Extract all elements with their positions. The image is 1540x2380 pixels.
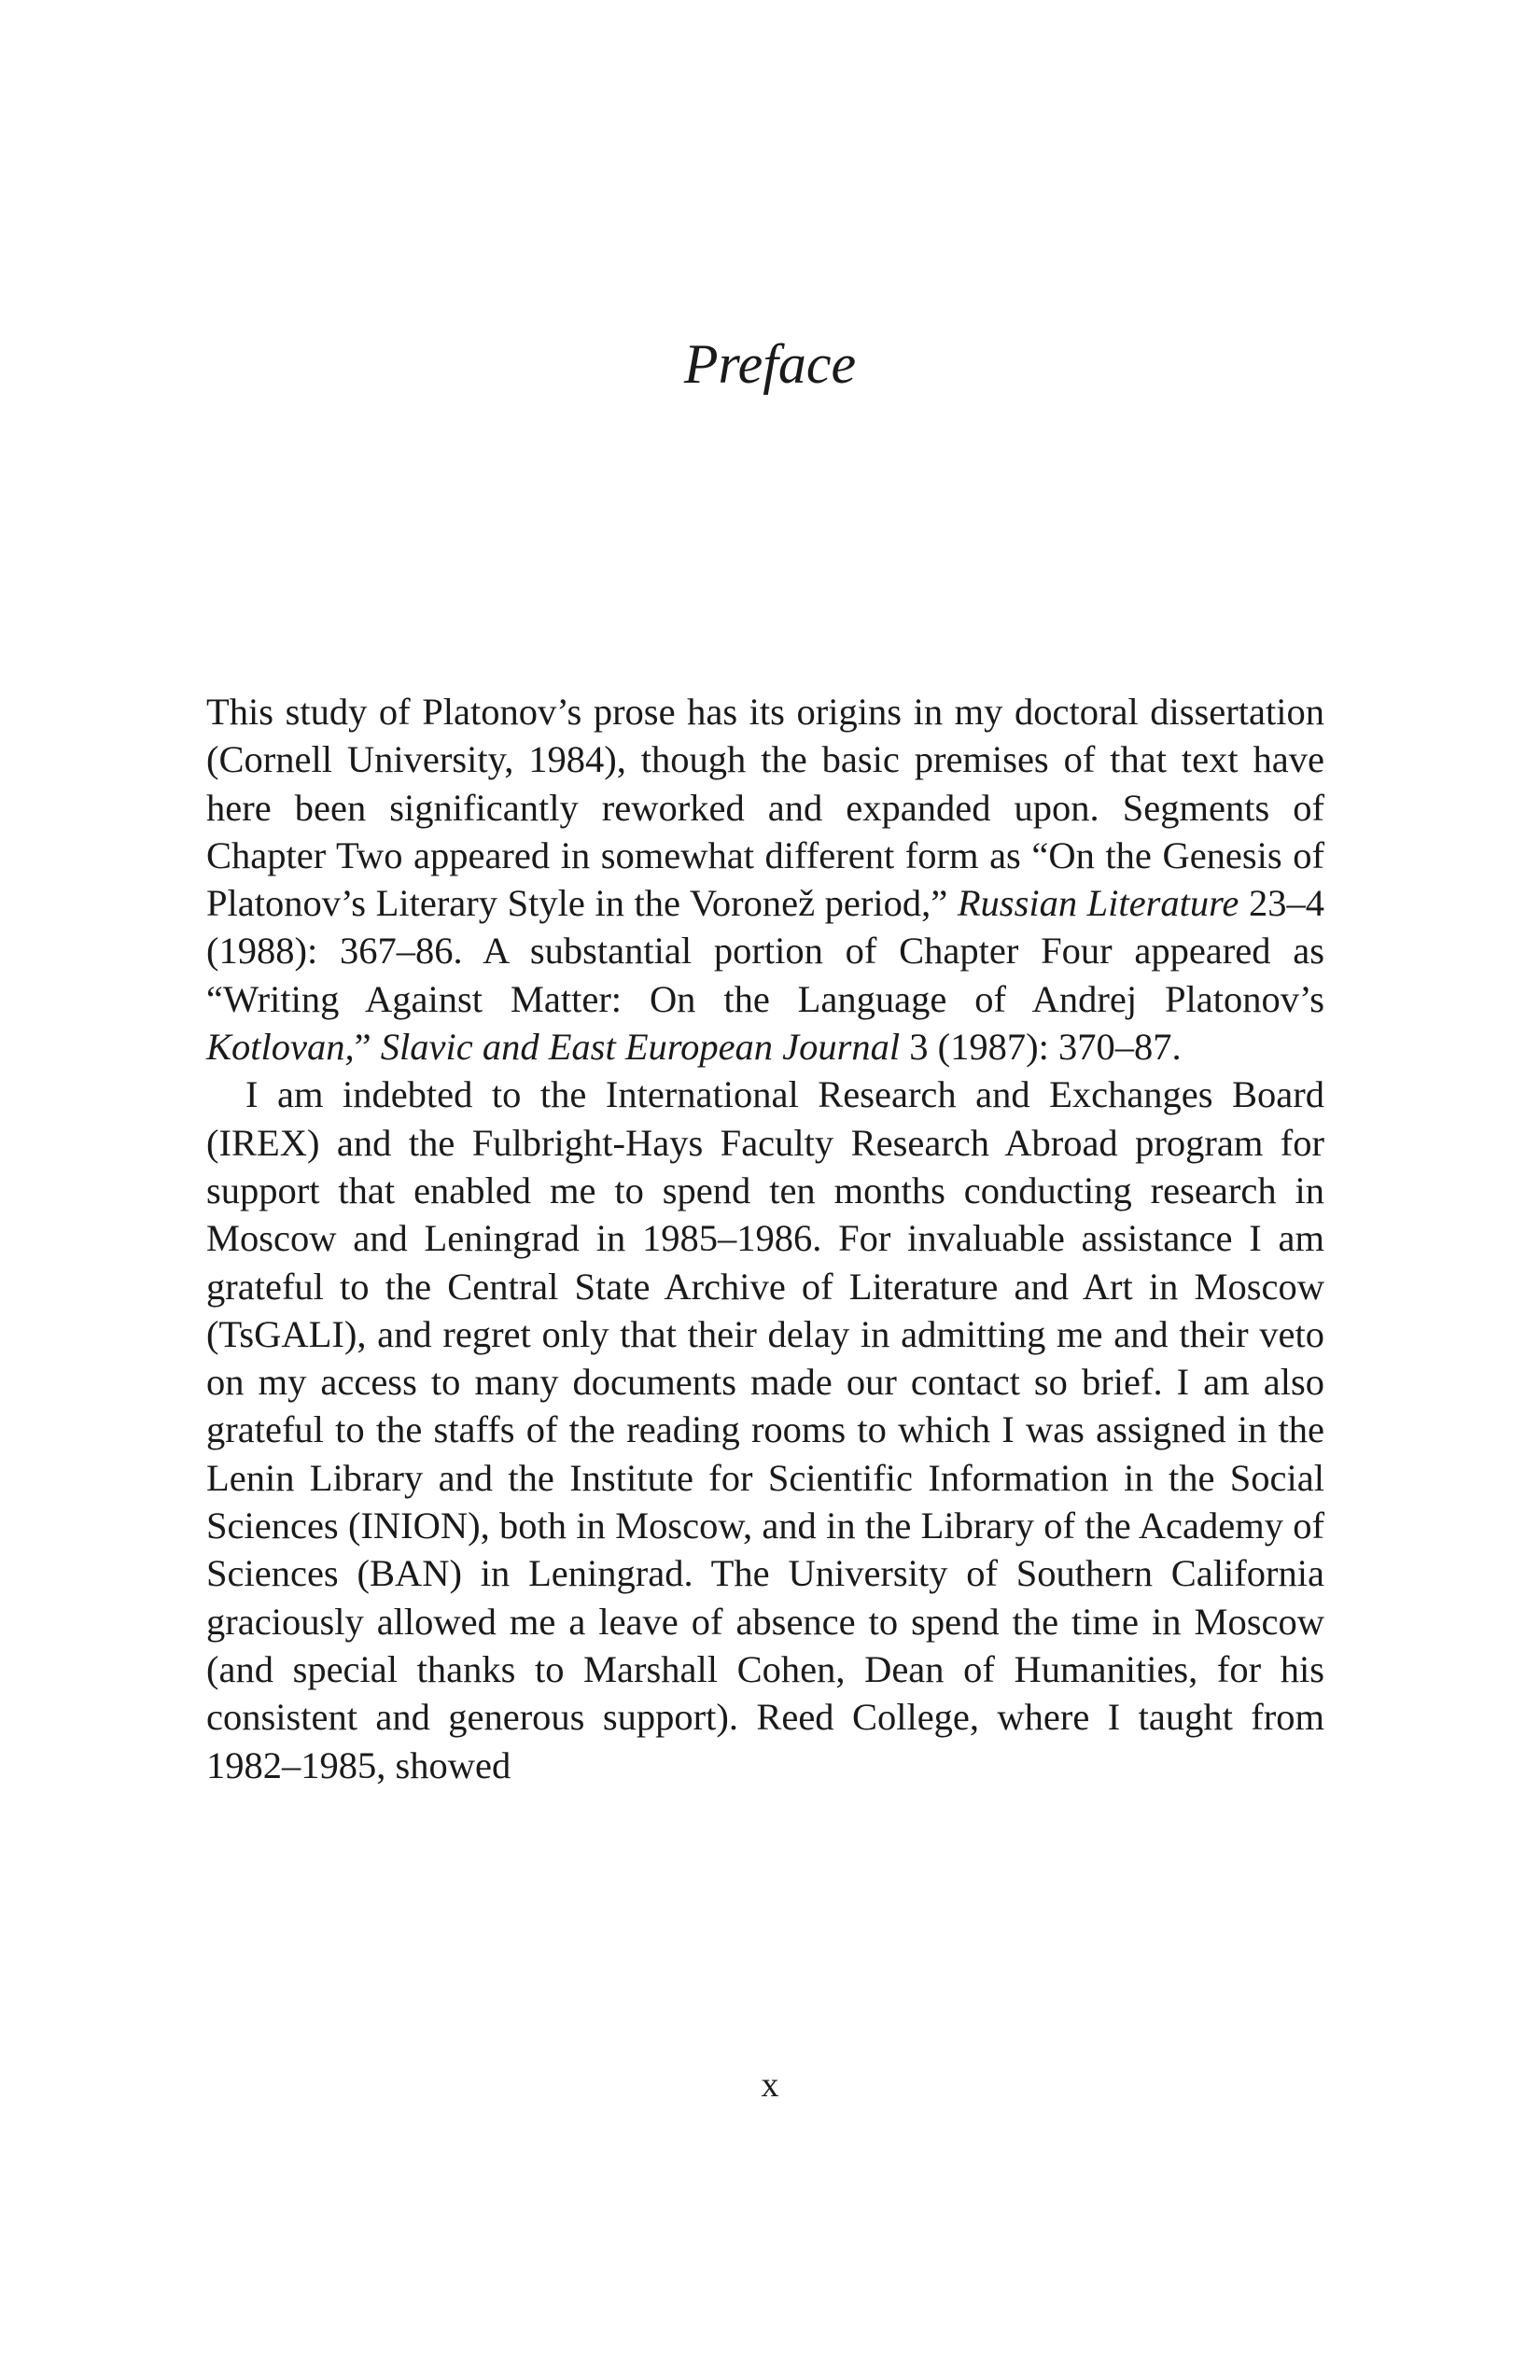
text-run: This study of Platonov’s prose has its origins in my doctoral dissertation (Cornell University, 1984), though the basic premises of that text have here been significantly reworked and expanded upon. Segments of Chapter Two appeared in somewhat different form as “On the Genesis of Platonov’s Literary Style in the Voronež period,” [206, 691, 1324, 925]
page-number: x [761, 2065, 779, 2105]
page-title: Preface [683, 333, 857, 395]
italic-title-russian-literature: Russian Literature [957, 882, 1239, 925]
text-run: 23–4 (1988): 367–86. A substantial portion of Chapter Four appeared as “Writing Against Matter: On the Language of Andrej Platonov’s [206, 882, 1325, 1020]
paragraph [206, 1071, 1324, 1788]
italic-title-seej: Slavic and East European Journal [380, 1026, 901, 1069]
italic-title-kotlovan: Kotlovan, [206, 1026, 355, 1069]
body-text [206, 688, 1324, 1789]
text-run: ” [354, 1026, 381, 1069]
text-run: 3 (1987): 370–87. [900, 1026, 1182, 1069]
text-run: I am indebted to the International Research and Exchanges Board (IREX) and the Fulbright-Hays Faculty Research Abroad program for support that enabled me to spend ten months conducting research in Moscow and Leningrad in 1985–1986. For invaluable assistance I am grateful to the Central State Archive of Literature and Art in Moscow (TsGALI), and regret only that their delay in admitting me and their veto on my access to many documents made our contact so brief. I am also grateful to the staffs of the reading rooms to which I was assigned in the Lenin Library and the Institute for Scientific Information in the Social Sciences (INION), both in Moscow, and in the Library of the Academy of Sciences (BAN) in Leningrad. The University of Southern California graciously allowed me a leave of absence to spend the time in Moscow (and special thanks to Marshall Cohen, Dean of Humanities, for his consistent and generous support). Reed College, where I taught from 1982–1985, showed [206, 1073, 1324, 1786]
paragraph [206, 688, 1324, 1071]
